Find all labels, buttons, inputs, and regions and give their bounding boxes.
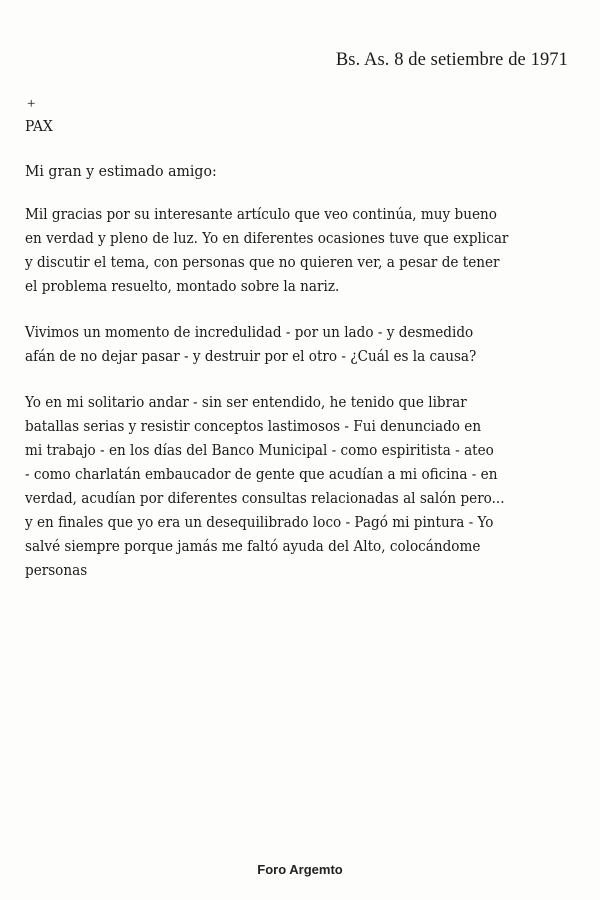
letter-date: Bs. As. 8 de setiembre de 1971	[335, 50, 568, 70]
paragraph-line: Vivimos un momento de incredulidad - por un lado - y desmedido	[25, 323, 474, 341]
letter-body	[25, 202, 600, 604]
paragraph-line: mi trabajo - en los días del Banco Municipal - como espiritista - ateo	[25, 441, 494, 459]
paragraph-line: afán de no dejar pasar - y destruir por el otro - ¿Cuál es la causa?	[25, 347, 477, 365]
paragraph-line: Mil gracias por su interesante artículo que veo continúa, muy bueno	[25, 205, 497, 223]
paragraph-line: salvé siempre porque jamás me faltó ayuda del Alto, colocándome	[25, 537, 481, 555]
paragraph-line: y discutir el tema, con personas que no quieren ver, a pesar de tener	[25, 253, 500, 271]
paragraph-line: el problema resuelto, montado sobre la nariz.	[25, 277, 340, 295]
paragraph-line: Yo en mi solitario andar - sin ser entendido, he tenido que librar	[25, 393, 467, 411]
paragraph-1	[25, 202, 600, 298]
paragraph-line: batallas serias y resistir conceptos lastimosos - Fui denunciado en	[25, 417, 482, 435]
paragraph-2	[25, 320, 600, 368]
paragraph-line: personas	[25, 561, 88, 579]
paragraph-3	[25, 390, 600, 582]
cross-symbol: +	[27, 96, 36, 112]
footer-source-label: Foro Argemto	[257, 862, 343, 877]
paragraph-line: - como charlatán embaucador de gente que acudían a mi oficina - en	[25, 465, 498, 483]
pax-heading: PAX	[25, 117, 53, 135]
letter-greeting: Mi gran y estimado amigo:	[25, 162, 217, 180]
paragraph-line: y en finales que yo era un desequilibrado loco - Pagó mi pintura - Yo	[25, 513, 494, 531]
paragraph-line: en verdad y pleno de luz. Yo en diferentes ocasiones tuve que explicar	[25, 229, 509, 247]
paragraph-line: verdad, acudían por diferentes consultas relacionadas al salón pero...	[25, 489, 505, 507]
